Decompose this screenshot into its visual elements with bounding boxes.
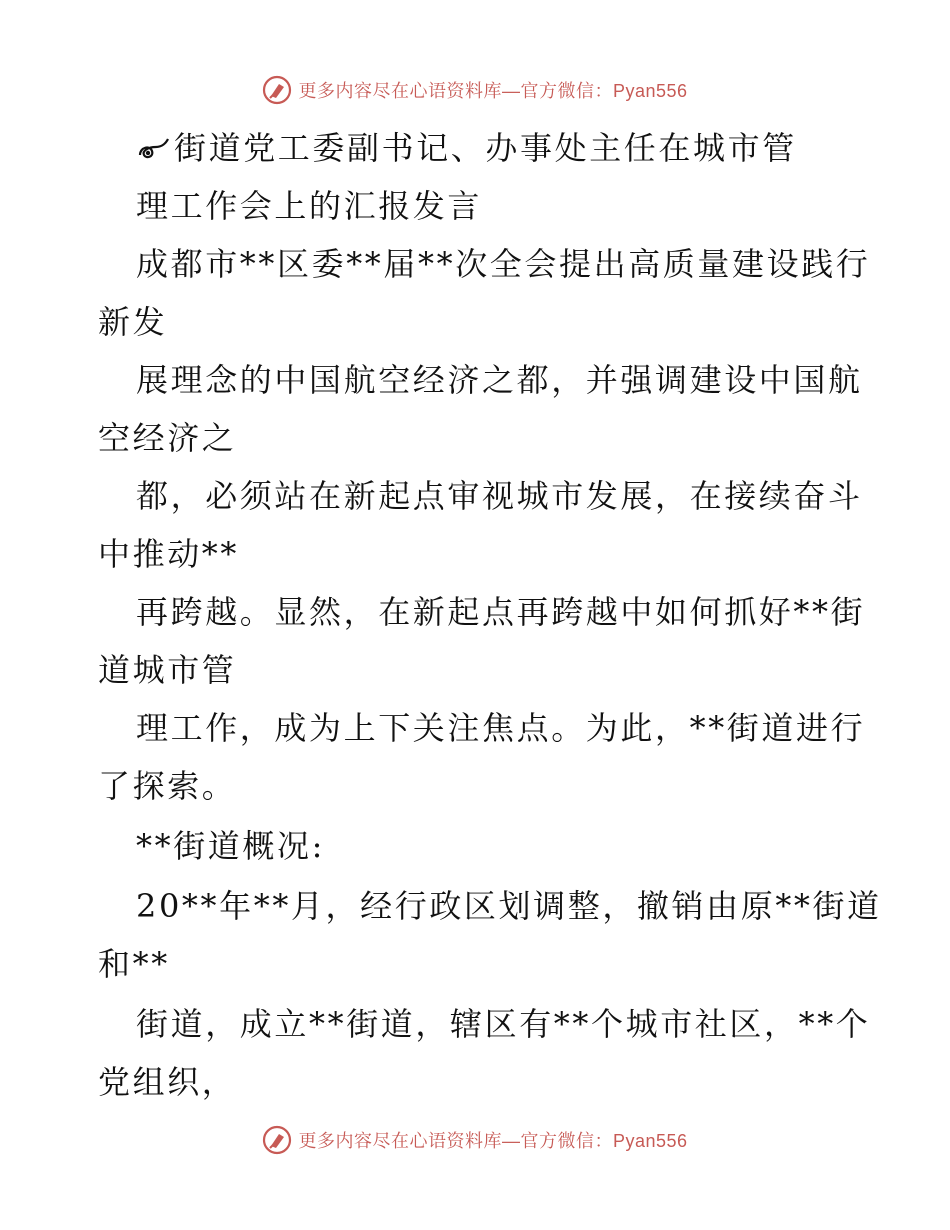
watermark-text: [298, 1127, 687, 1153]
watermark-site-name: 更多内容尽在心语资料库: [298, 1131, 502, 1151]
pen-nib-logo-icon: [262, 1125, 292, 1155]
paragraph-line: 和**: [98, 945, 170, 983]
watermark-text: [298, 77, 687, 103]
paragraph-line: 街道，成立**街道，辖区有**个城市社区，**个: [136, 1005, 871, 1043]
watermark-dash: —: [501, 1131, 521, 1151]
watermark-site-name: 更多内容尽在心语资料库: [298, 81, 502, 101]
paragraph-line: 20**年**月，经行政区划调整，撤销由原**街道: [136, 887, 882, 925]
paragraph-line: 成都市**区委**届**次全会提出高质量建设践行: [136, 245, 871, 283]
pen-nib-logo-icon: [262, 75, 292, 105]
title-text-1: 街道党工委副书记、办事处主任在城市管: [174, 129, 797, 167]
watermark-wechat-label: 官方微信：: [520, 81, 613, 101]
section-heading: **街道概况:: [136, 827, 325, 865]
document-title-line-1: [136, 129, 797, 167]
watermark-wechat-account: Pyan556: [612, 81, 688, 101]
header-watermark: [0, 70, 950, 110]
paragraph-line: 中推动**: [98, 535, 240, 573]
watermark-dash: —: [501, 81, 521, 101]
paragraph-line: 都，必须站在新起点审视城市发展，在接续奋斗: [136, 477, 863, 515]
paragraph-line: 道城市管: [98, 651, 237, 689]
watermark-wechat-account: Pyan556: [612, 1131, 688, 1151]
paragraph-line: 新发: [98, 303, 168, 341]
paragraph-line: 理工作，成为上下关注焦点。为此，**街道进行: [136, 709, 866, 747]
paragraph-line: 空经济之: [98, 419, 237, 457]
footer-watermark: [0, 1120, 950, 1160]
paragraph-line: 了探索。: [98, 767, 237, 805]
paragraph-line: 展理念的中国航空经济之都，并强调建设中国航: [136, 361, 863, 399]
paragraph-line: 党组织，: [98, 1063, 237, 1101]
paragraph-line: 再跨越。显然，在新起点再跨越中如何抓好**街: [136, 593, 866, 631]
watermark-wechat-label: 官方微信：: [520, 1131, 613, 1151]
document-title-line-2: 理工作会上的汇报发言: [136, 187, 483, 225]
decorative-swash-icon: [136, 133, 172, 163]
